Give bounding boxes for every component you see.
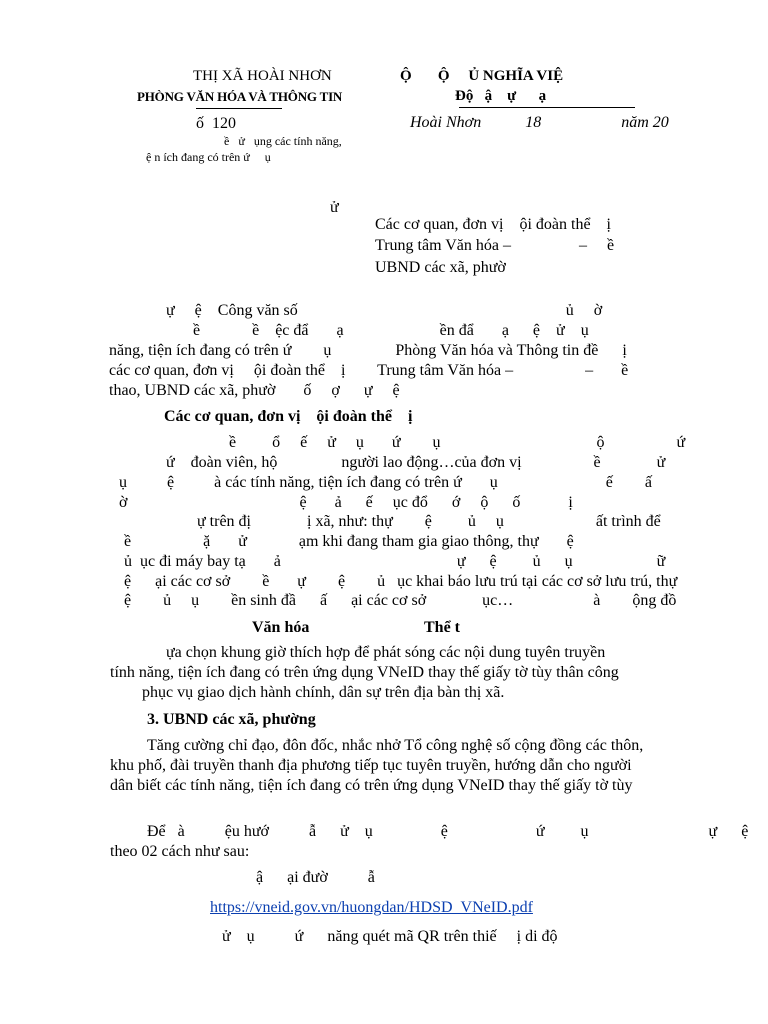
section-3-heading: 3. UBND các xã, phường [147, 711, 316, 728]
section-1-line-6: ề ặ ử ạm khi đang tham gia giao thông, thự ệ [124, 533, 574, 550]
subject-line-1: ề ử ụng các tính năng, [224, 134, 342, 148]
section-1-line-8: ệ ại các cơ sở ề ự ệ ủ ục khai báo lưu trú tại các cơ sở lưu trú, thự [124, 573, 678, 590]
section-2-heading-a: Văn hóa [252, 619, 310, 636]
intro-line-3: năng, tiện ích đang có trên ứ ụ Phòng Văn hóa và Thông tin đề ị [109, 342, 627, 359]
section-3-line-1: Tăng cường chỉ đạo, đôn đốc, nhắc nhở Tổ công nghệ số cộng đồng các thôn, [147, 737, 644, 754]
document-number: ố 120 [196, 115, 236, 132]
recipient-1: Các cơ quan, đơn vị ội đoàn thể ị [375, 216, 611, 233]
agency-name: PHÒNG VĂN HÓA VÀ THÔNG TIN [137, 89, 343, 104]
section-1-line-3: ụ ệ à các tính năng, tiện ích đang có trên ứ ụ ế ấ [119, 474, 652, 491]
guide-pdf-link[interactable]: https://vneid.gov.vn/huongdan/HDSD_VNeID.pdf [210, 899, 533, 916]
section-3-line-2: khu phố, đài truyền thanh địa phương tiếp tục tuyên truyền, hướng dẫn cho người [110, 757, 632, 774]
national-title: Ộ Ộ Ủ NGHĨA VIỆ [400, 68, 564, 84]
section-3-line-3: dân biết các tính năng, tiện ích đang có trên ứng dụng VNeID thay thế giấy tờ tùy [110, 777, 633, 794]
section-2-line-3: phục vụ giao dịch hành chính, dân sự trên địa bàn thị xã. [142, 684, 505, 701]
national-motto: Độ ậ ự ạ [455, 88, 547, 104]
agency-parent: THỊ XÃ HOÀI NHƠN [193, 68, 332, 84]
recipient-3: UBND các xã, phườ [375, 259, 506, 276]
section-1-line-1: ề ổ ế ử ụ ứ ụ ộ ứ [229, 434, 686, 451]
section-1-heading: Các cơ quan, đơn vị ội đoàn thể ị [164, 408, 413, 425]
motto-underline [459, 107, 635, 108]
guide-line-4: ử ụ ứ năng quét mã QR trên thiế ị di độ [222, 928, 558, 945]
section-1-line-5: ự trên đị ị xã, như: thự ệ ủ ụ ất trình để [197, 513, 661, 530]
section-2-line-1: ựa chọn khung giờ thích hợp để phát sóng các nội dung tuyên truyền [166, 644, 606, 661]
subject-line-2: ệ n ích đang có trên ứ ụ [146, 150, 271, 164]
guide-line-1: Để à ệu hướ ẫ ử ụ ệ ứ ụ ự ệ [147, 823, 749, 840]
recipients-label: ử [330, 199, 339, 216]
section-1-line-7: ủ ục đi máy bay tạ ả ự ệ ủ ụ ữ [124, 553, 666, 570]
intro-line-5: thao, UBND các xã, phườ ố ợ ự ệ [109, 382, 400, 399]
guide-line-2: theo 02 cách như sau: [110, 843, 250, 860]
section-1-line-4: ờ ệ ả ế ục đổ ớ ộ ố ị [119, 494, 573, 511]
agency-underline [196, 108, 282, 109]
guide-line-3: ậ ại đườ ẫ [256, 869, 375, 886]
intro-line-4: các cơ quan, đơn vị ội đoàn thể ị Trung tâm Văn hóa – – ề [109, 362, 629, 379]
section-2-heading-b: Thể t [424, 619, 460, 636]
recipient-2: Trung tâm Văn hóa – – ề [375, 237, 615, 254]
intro-line-2: ề ề ệc đẩ ạ ền đẩ ạ ệ ử ụ [193, 322, 589, 339]
section-2-line-2: tính năng, tiện ích đang có trên ứng dụng VNeID thay thế giấy tờ tùy thân công [110, 664, 619, 681]
section-1-line-9: ệ ủ ụ ền sinh đầ ấ ại các cơ sở ục… à ộng đồ [124, 592, 677, 609]
place-date: Hoài Nhơn 18 năm 20 [410, 114, 669, 131]
intro-line-1: ự ệ Công văn số ủ ờ [166, 302, 603, 319]
section-1-line-2: ứ đoàn viên, hộ người lao động…của đơn vị ề ử [166, 454, 666, 471]
